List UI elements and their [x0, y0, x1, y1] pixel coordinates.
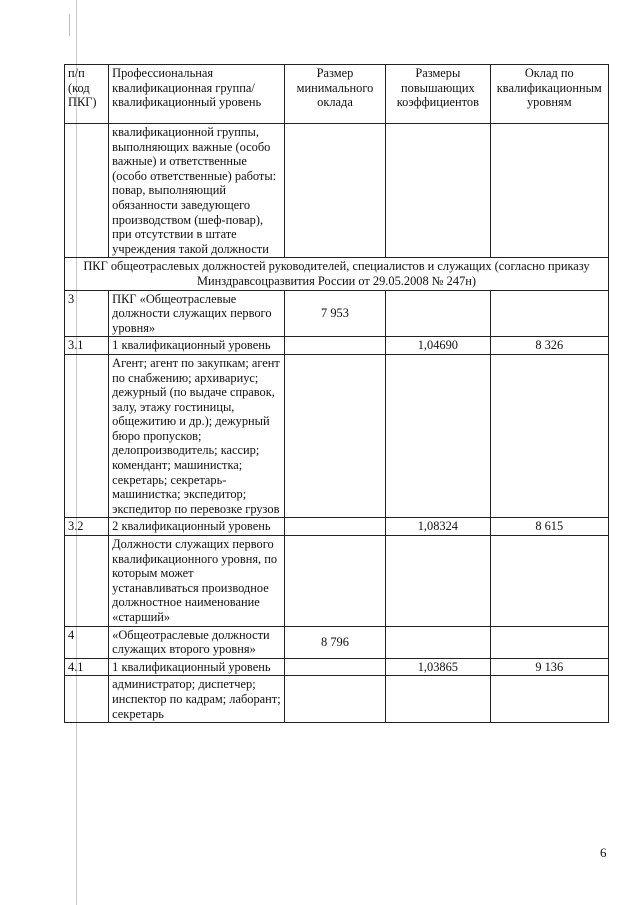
row-min-salary: 7 953	[284, 290, 385, 337]
table-row	[65, 290, 609, 337]
row-num	[65, 676, 109, 723]
row-min-salary	[284, 658, 385, 676]
table-row	[65, 658, 609, 676]
margin-tick	[69, 14, 70, 36]
table-row	[65, 676, 609, 723]
row-coef	[386, 290, 490, 337]
row-min-salary	[284, 518, 385, 536]
row-salary	[490, 676, 608, 723]
row-coef: 1,08324	[386, 518, 490, 536]
row-num	[65, 536, 109, 627]
row-salary: 9 136	[490, 658, 608, 676]
header-min-salary: Размер минимального оклада	[284, 65, 385, 124]
header-coef: Размеры повышающих коэффициентов	[386, 65, 490, 124]
row-salary	[490, 354, 608, 518]
row-group: 1 квалификационный уровень	[109, 337, 285, 355]
row-group: Агент; агент по закупкам; агент по снабжению; архивариус; дежурный (по выдаче справок, залу, этажу гостиницы, общежитию и др.); дежурный бюро пропусков; делопроизводитель; кассир; комендант; машинистка; секретарь; секретарь-машинистка; экспедитор; экспедитор по перевозке грузов	[109, 354, 285, 518]
row-salary	[490, 124, 608, 258]
table-header-row	[65, 65, 609, 124]
row-num: 3.2	[65, 518, 109, 536]
row-coef	[386, 124, 490, 258]
row-num	[65, 354, 109, 518]
row-group: 1 квалификационный уровень	[109, 658, 285, 676]
row-coef	[386, 626, 490, 658]
row-coef: 1,04690	[386, 337, 490, 355]
header-salary: Оклад по квалификационным уровням	[490, 65, 608, 124]
table-row	[65, 124, 609, 258]
header-num: п/п (код ПКГ)	[65, 65, 109, 124]
row-coef	[386, 354, 490, 518]
table-row	[65, 337, 609, 355]
section-title: ПКГ общеотраслевых должностей руководителей, специалистов и служащих (согласно приказу Минздравсоцразвития России от 29.05.2008 № 247н)	[65, 258, 609, 290]
row-coef: 1,03865	[386, 658, 490, 676]
row-num: 3	[65, 290, 109, 337]
row-coef	[386, 676, 490, 723]
row-coef	[386, 536, 490, 627]
row-num: 4.1	[65, 658, 109, 676]
row-group: администратор; диспетчер; инспектор по кадрам; лаборант; секретарь	[109, 676, 285, 723]
row-min-salary	[284, 124, 385, 258]
row-min-salary: 8 796	[284, 626, 385, 658]
row-group: 2 квалификационный уровень	[109, 518, 285, 536]
row-min-salary	[284, 676, 385, 723]
table-row	[65, 518, 609, 536]
header-group: Профессиональная квалификационная группа/квалификационный уровень	[109, 65, 285, 124]
row-min-salary	[284, 337, 385, 355]
row-salary	[490, 290, 608, 337]
salary-table	[64, 64, 609, 723]
row-salary: 8 326	[490, 337, 608, 355]
row-group: квалификационной группы, выполняющих важные (особо важные) и ответственные (особо ответственные) работы: повар, выполняющий обязанности заведующего производством (шеф-повар), при отсутствии в штате учреждения такой должности	[109, 124, 285, 258]
row-salary: 8 615	[490, 518, 608, 536]
table-row	[65, 354, 609, 518]
table-row	[65, 626, 609, 658]
row-group: «Общеотраслевые должности служащих второго уровня»	[109, 626, 285, 658]
row-group: Должности служащих первого квалификационного уровня, по которым может устанавливаться производное должностное наименование «старший»	[109, 536, 285, 627]
table-row	[65, 536, 609, 627]
page-number: 6	[600, 845, 607, 860]
row-min-salary	[284, 536, 385, 627]
row-group: ПКГ «Общеотраслевые должности служащих первого уровня»	[109, 290, 285, 337]
row-salary	[490, 536, 608, 627]
row-num: 4	[65, 626, 109, 658]
row-min-salary	[284, 354, 385, 518]
row-salary	[490, 626, 608, 658]
section-row	[65, 258, 609, 290]
row-num	[65, 124, 109, 258]
row-num: 3.1	[65, 337, 109, 355]
